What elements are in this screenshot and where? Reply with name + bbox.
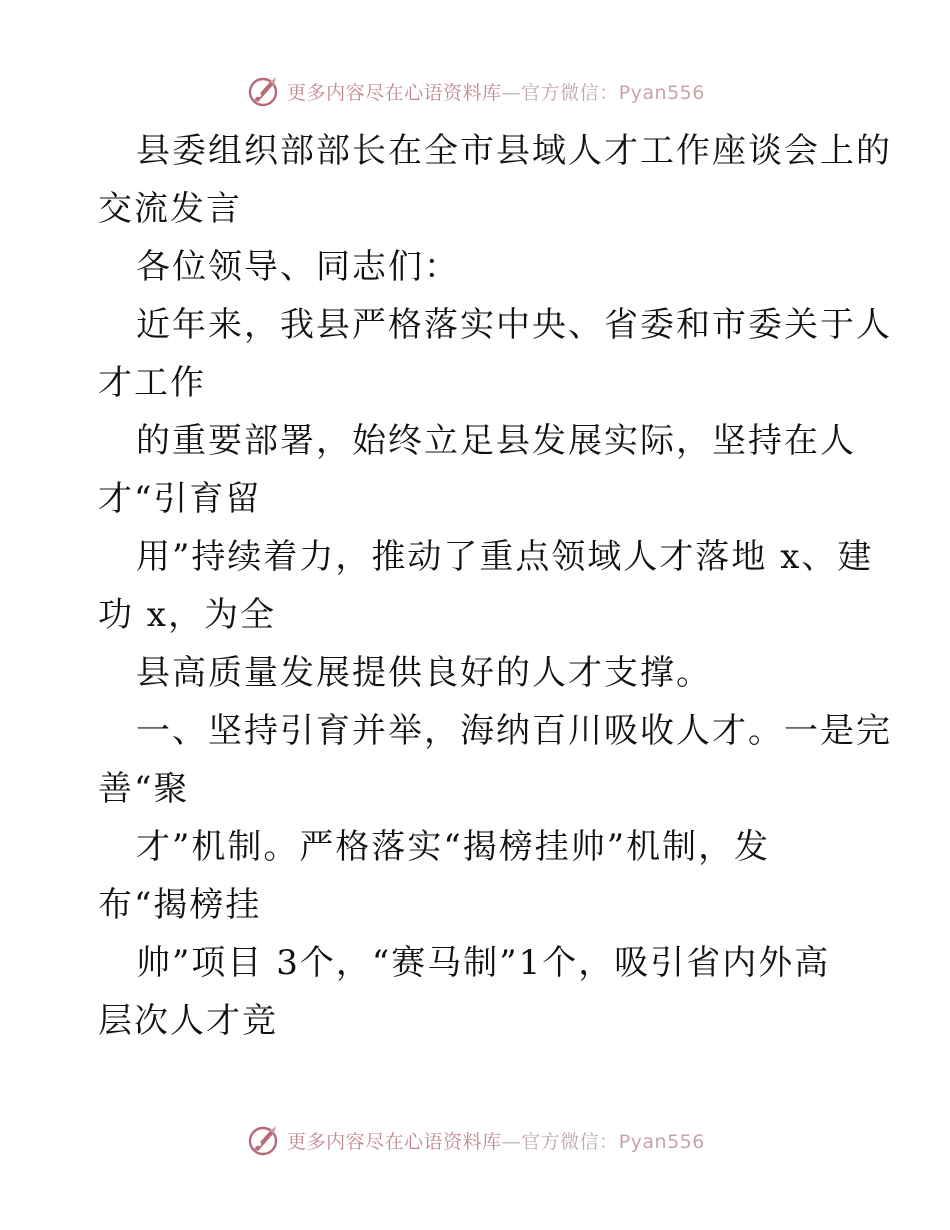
watermark-banner-top <box>0 71 950 111</box>
text-line: 布“揭榜挂 <box>98 885 262 925</box>
text-line: 县高质量发展提供良好的人才支撑。 <box>136 653 712 693</box>
text-line: 用”持续着力，推动了重点领域人才落地 x、建 <box>136 537 874 577</box>
text-line: 帅”项目 3个，“赛马制”1个，吸引省内外高 <box>136 943 831 983</box>
text-line: 县委组织部部长在全市县域人才工作座谈会上的 <box>136 131 892 171</box>
text-line: 近年来，我县严格落实中央、省委和市委关于人 <box>136 305 892 345</box>
text-line: 善“聚 <box>98 769 190 809</box>
watermark-wechat-id: Pyan556 <box>618 81 705 104</box>
text-line: 的重要部署，始终立足县发展实际，坚持在人 <box>136 421 856 461</box>
text-line: 一、坚持引育并举，海纳百川吸收人才。一是完 <box>136 711 892 751</box>
text-line: 才工作 <box>98 363 206 403</box>
watermark-brand: 更多内容尽在心语资料库 <box>287 1130 502 1153</box>
watermark-wechat-id: Pyan556 <box>618 1130 705 1153</box>
text-line: 层次人才竞 <box>98 1001 278 1041</box>
text-line: 交流发言 <box>98 189 242 229</box>
watermark-text <box>287 78 705 105</box>
watermark-brand: 更多内容尽在心语资料库 <box>287 81 502 104</box>
quill-circle-icon <box>245 1122 281 1158</box>
watermark-banner-bottom <box>0 1120 950 1160</box>
quill-circle-icon <box>245 73 281 109</box>
watermark-text <box>287 1127 705 1154</box>
watermark-separator: — <box>501 1130 522 1153</box>
watermark-wechat-label: 官方微信： <box>521 81 619 104</box>
watermark-wechat-label: 官方微信： <box>521 1130 619 1153</box>
text-line: 才“引育留 <box>98 479 262 519</box>
text-line: 各位领导、同志们： <box>136 247 460 287</box>
watermark-separator: — <box>501 81 522 104</box>
document-body <box>98 122 892 1050</box>
text-line: 才”机制。严格落实“揭榜挂帅”机制，发 <box>136 827 771 867</box>
text-line: 功 x，为全 <box>98 595 276 635</box>
